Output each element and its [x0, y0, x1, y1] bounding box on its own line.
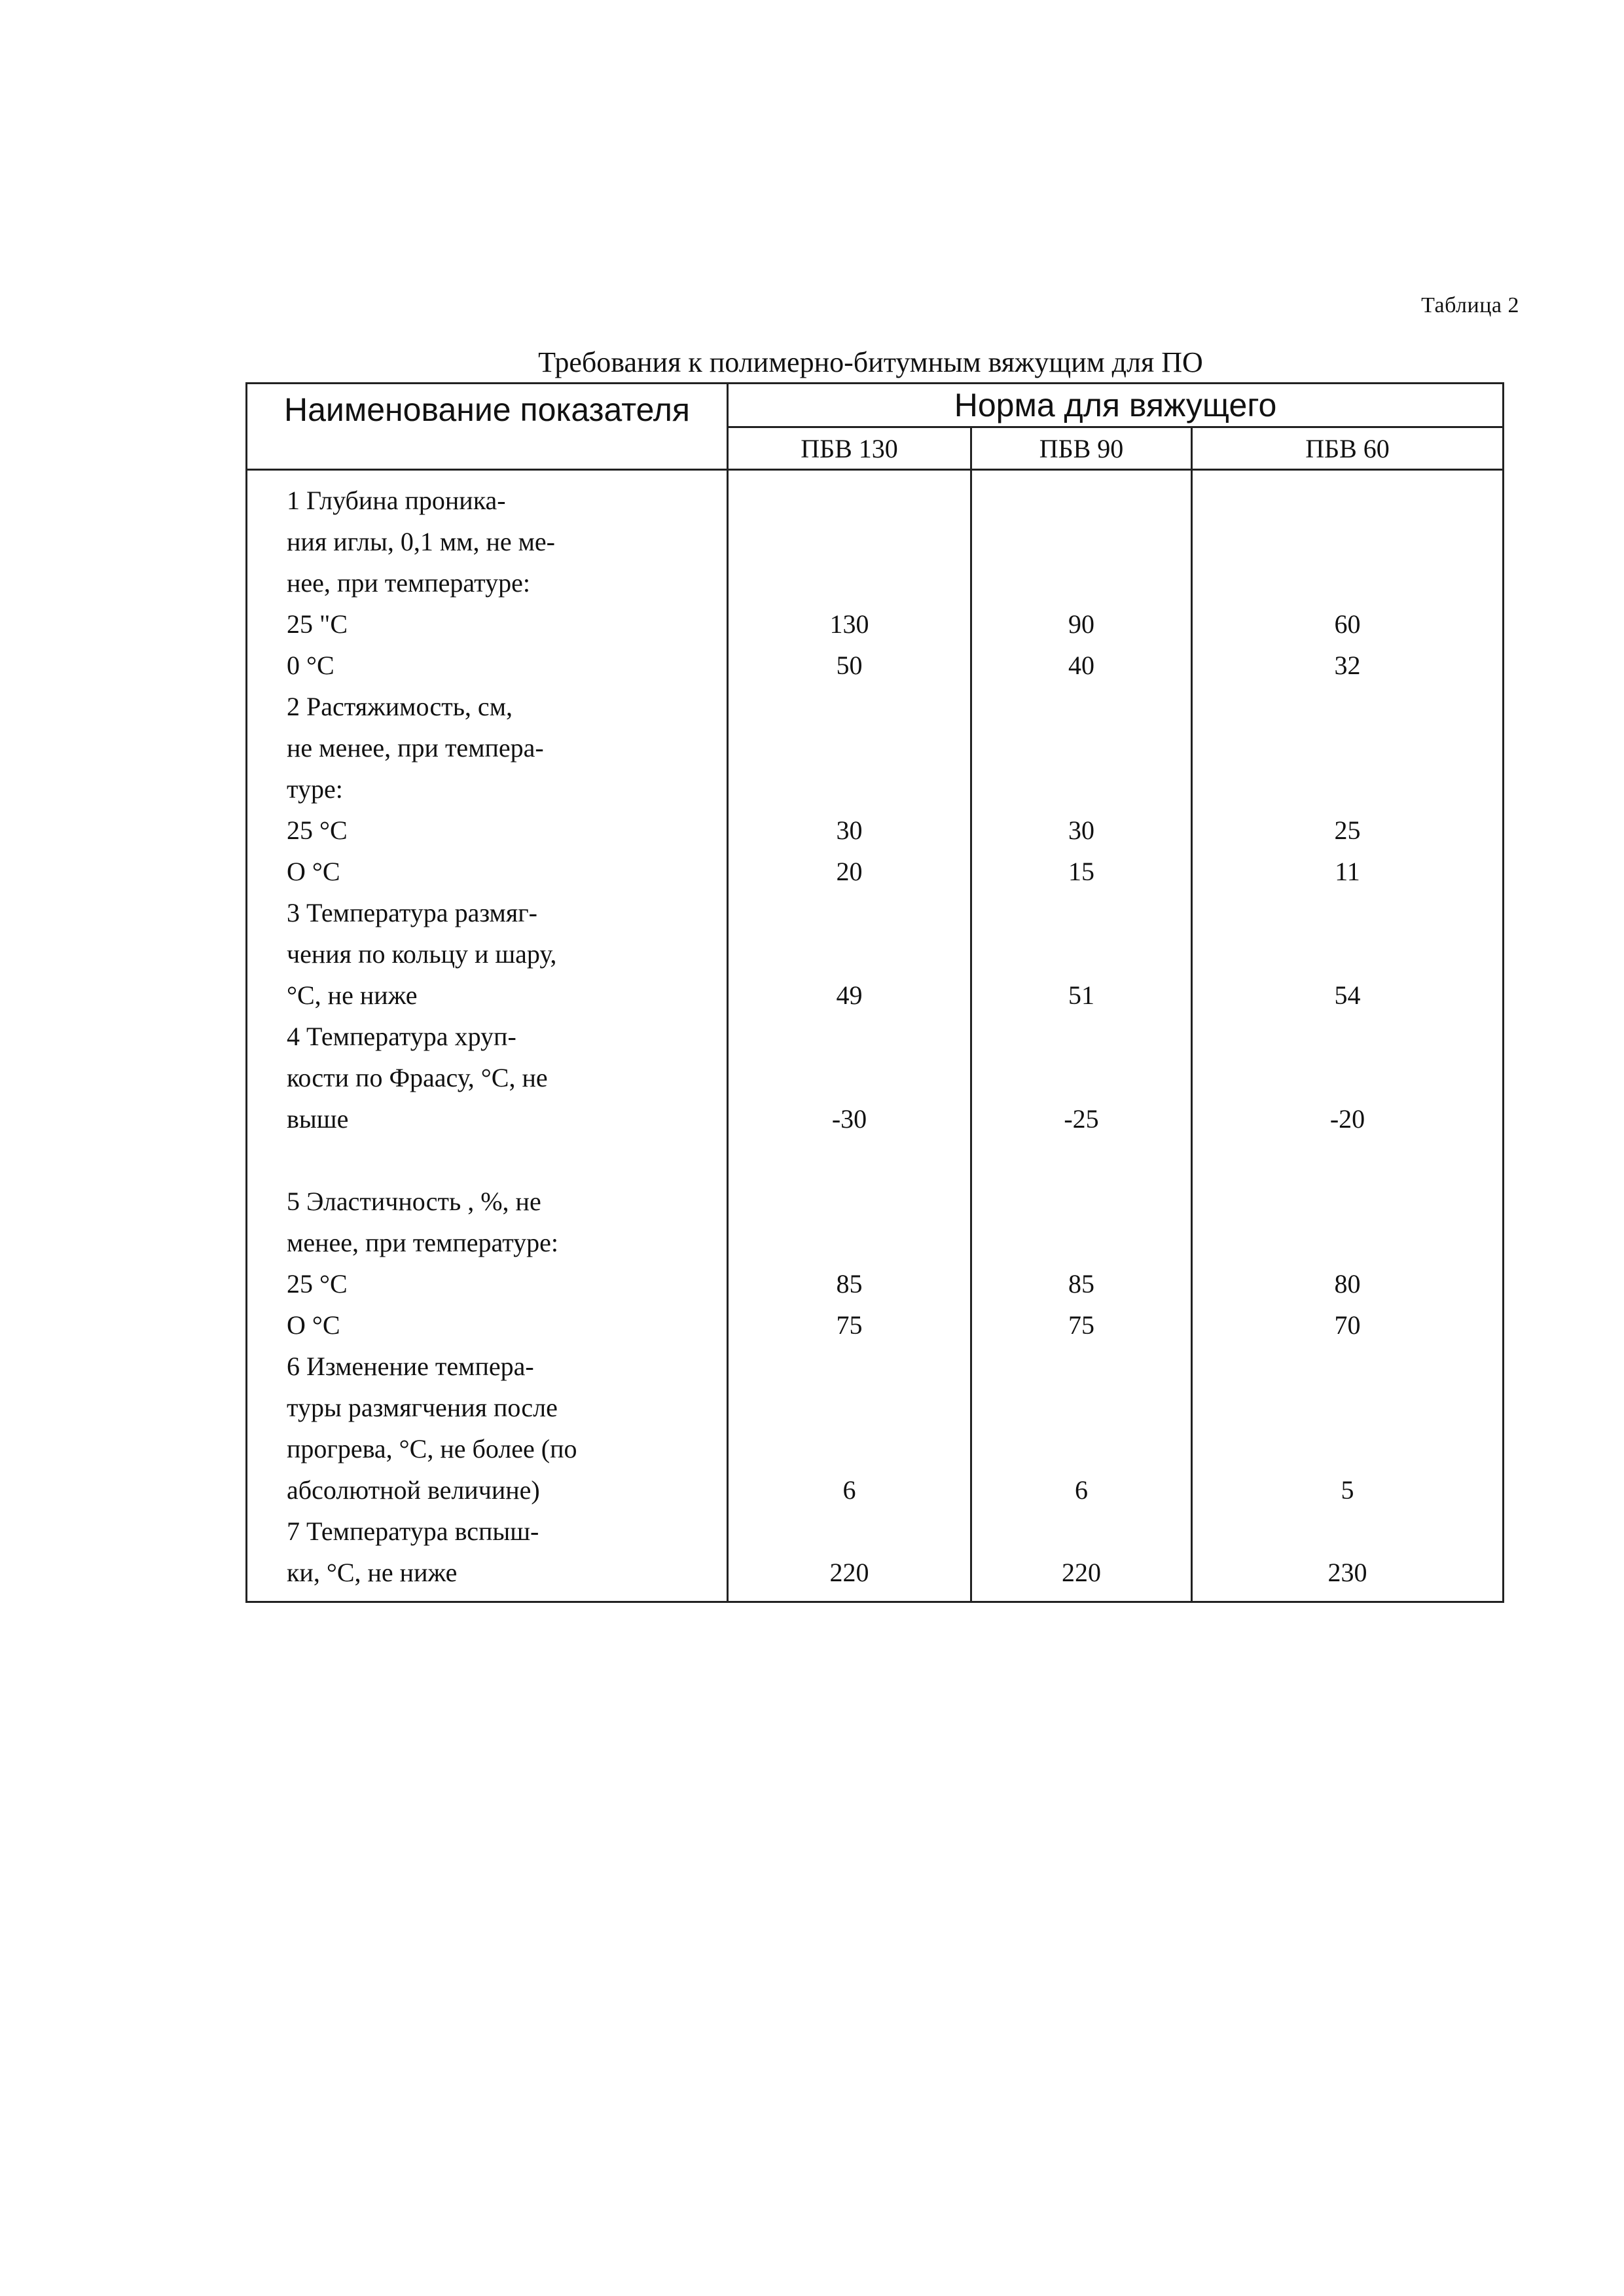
value-cell: 80 — [1334, 1269, 1361, 1299]
values-pbv60-column — [1192, 470, 1504, 1602]
value-cell — [972, 1346, 1191, 1387]
value-cell — [1193, 933, 1502, 975]
indicator-line: не менее, при темпера- — [287, 733, 544, 762]
indicator-line: 25 "С — [287, 609, 348, 639]
value-cell — [1193, 686, 1502, 727]
value-cell: -30 — [831, 1104, 867, 1134]
indicator-line: 3 Температура размяг- — [287, 898, 537, 927]
indicator-line — [287, 1139, 713, 1181]
value-cell: 49 — [836, 980, 863, 1010]
value-cell — [972, 892, 1191, 933]
indicator-name-column — [247, 470, 728, 1602]
value-cell — [972, 480, 1191, 521]
value-cell: 6 — [1075, 1475, 1088, 1505]
indicator-line: нее, при температуре: — [287, 568, 530, 598]
header-grade-pbv130: ПБВ 130 — [728, 427, 971, 470]
requirements-table — [245, 382, 1504, 1603]
value-cell: 15 — [1068, 857, 1094, 886]
value-cell — [729, 480, 970, 521]
value-cell — [1193, 1428, 1502, 1469]
value-cell: 32 — [1334, 651, 1361, 680]
value-cell — [1193, 1181, 1502, 1222]
value-cell — [1193, 480, 1502, 521]
value-cell — [972, 1181, 1191, 1222]
indicator-line: чения по кольцу и шару, — [287, 939, 557, 969]
value-cell — [972, 727, 1191, 768]
value-cell — [729, 521, 970, 562]
value-cell — [729, 562, 970, 603]
value-cell — [729, 933, 970, 975]
value-cell — [1193, 521, 1502, 562]
value-cell — [1193, 1016, 1502, 1057]
indicator-line: 5 Эластичность , %, не — [287, 1187, 541, 1216]
value-cell — [729, 1181, 970, 1222]
indicator-line: прогрева, °С, не более (по — [287, 1434, 577, 1463]
value-cell — [972, 933, 1191, 975]
value-cell — [972, 1057, 1191, 1098]
value-cell — [729, 768, 970, 810]
indicator-line: 25 °С — [287, 816, 348, 845]
value-cell: 54 — [1334, 980, 1361, 1010]
value-cell — [972, 562, 1191, 603]
indicator-line: О °С — [287, 857, 340, 886]
value-cell: 75 — [836, 1310, 863, 1340]
value-cell: 130 — [829, 609, 869, 639]
indicator-line: туры размягчения после — [287, 1393, 558, 1422]
value-cell: 6 — [842, 1475, 856, 1505]
value-cell: 220 — [829, 1558, 869, 1587]
value-cell — [1193, 1222, 1502, 1263]
value-cell: 230 — [1327, 1558, 1367, 1587]
value-cell — [972, 1139, 1191, 1181]
value-cell: 85 — [1068, 1269, 1094, 1299]
indicator-line: 25 °С — [287, 1269, 348, 1299]
value-cell: 90 — [1068, 609, 1094, 639]
indicator-line: абсолютной величине) — [287, 1475, 540, 1505]
value-cell — [1193, 1346, 1502, 1387]
header-grade-pbv90: ПБВ 90 — [971, 427, 1192, 470]
value-cell — [729, 1057, 970, 1098]
value-cell — [972, 686, 1191, 727]
table-caption: Требования к полимерно-битумным вяжущим для ПО — [538, 346, 1203, 378]
value-cell — [729, 1222, 970, 1263]
values-pbv90-column — [971, 470, 1192, 1602]
value-cell: 50 — [836, 651, 863, 680]
value-cell — [972, 768, 1191, 810]
indicator-line: 6 Изменение темпера- — [287, 1352, 534, 1381]
value-cell — [1193, 562, 1502, 603]
table-body-row — [247, 470, 1504, 1602]
value-cell: 30 — [836, 816, 863, 845]
value-cell — [729, 1346, 970, 1387]
value-cell — [729, 727, 970, 768]
value-cell — [1193, 1511, 1502, 1552]
value-cell — [972, 521, 1191, 562]
indicator-line: 1 Глубина проника- — [287, 486, 506, 515]
indicator-line: °С, не ниже — [287, 980, 418, 1010]
indicator-line: менее, при температуре: — [287, 1228, 559, 1257]
value-cell: 75 — [1068, 1310, 1094, 1340]
indicator-line: выше — [287, 1104, 349, 1134]
header-indicator-name: Наименование показателя — [247, 384, 728, 470]
indicator-line: ки, °С, не ниже — [287, 1558, 458, 1587]
value-cell: 11 — [1335, 857, 1360, 886]
value-cell — [972, 1428, 1191, 1469]
value-cell — [729, 1428, 970, 1469]
indicator-line: 0 °С — [287, 651, 334, 680]
indicator-line: кости по Фраасу, °С, не — [287, 1063, 548, 1092]
indicator-line: 2 Растяжимость, см, — [287, 692, 513, 721]
values-pbv130-column — [728, 470, 971, 1602]
value-cell — [1193, 1387, 1502, 1428]
indicator-line: туре: — [287, 774, 343, 804]
value-cell: 60 — [1334, 609, 1361, 639]
value-cell — [972, 1511, 1191, 1552]
value-cell — [1193, 1139, 1502, 1181]
header-grade-pbv60: ПБВ 60 — [1192, 427, 1504, 470]
value-cell — [729, 1016, 970, 1057]
value-cell: 70 — [1334, 1310, 1361, 1340]
value-cell — [1193, 768, 1502, 810]
value-cell — [1193, 892, 1502, 933]
indicator-line: 7 Температура вспыш- — [287, 1516, 539, 1546]
value-cell: 220 — [1062, 1558, 1101, 1587]
value-cell: 5 — [1341, 1475, 1354, 1505]
value-cell: -25 — [1064, 1104, 1099, 1134]
value-cell: 51 — [1068, 980, 1094, 1010]
value-cell — [972, 1387, 1191, 1428]
indicator-line: О °С — [287, 1310, 340, 1340]
value-cell — [972, 1016, 1191, 1057]
value-cell — [1193, 727, 1502, 768]
indicator-line: 4 Температура хруп- — [287, 1022, 516, 1051]
value-cell — [729, 1139, 970, 1181]
value-cell: 20 — [836, 857, 863, 886]
value-cell: 85 — [836, 1269, 863, 1299]
value-cell — [729, 686, 970, 727]
value-cell: 25 — [1334, 816, 1361, 845]
value-cell — [729, 1511, 970, 1552]
value-cell: 30 — [1068, 816, 1094, 845]
value-cell: 40 — [1068, 651, 1094, 680]
value-cell — [972, 1222, 1191, 1263]
value-cell: -20 — [1329, 1104, 1365, 1134]
value-cell — [729, 1387, 970, 1428]
value-cell — [1193, 1057, 1502, 1098]
indicator-line: ния иглы, 0,1 мм, не ме- — [287, 527, 555, 556]
value-cell — [729, 892, 970, 933]
table-number-label: Таблица 2 — [1421, 293, 1519, 317]
header-norm-group: Норма для вяжущего — [728, 384, 1504, 427]
